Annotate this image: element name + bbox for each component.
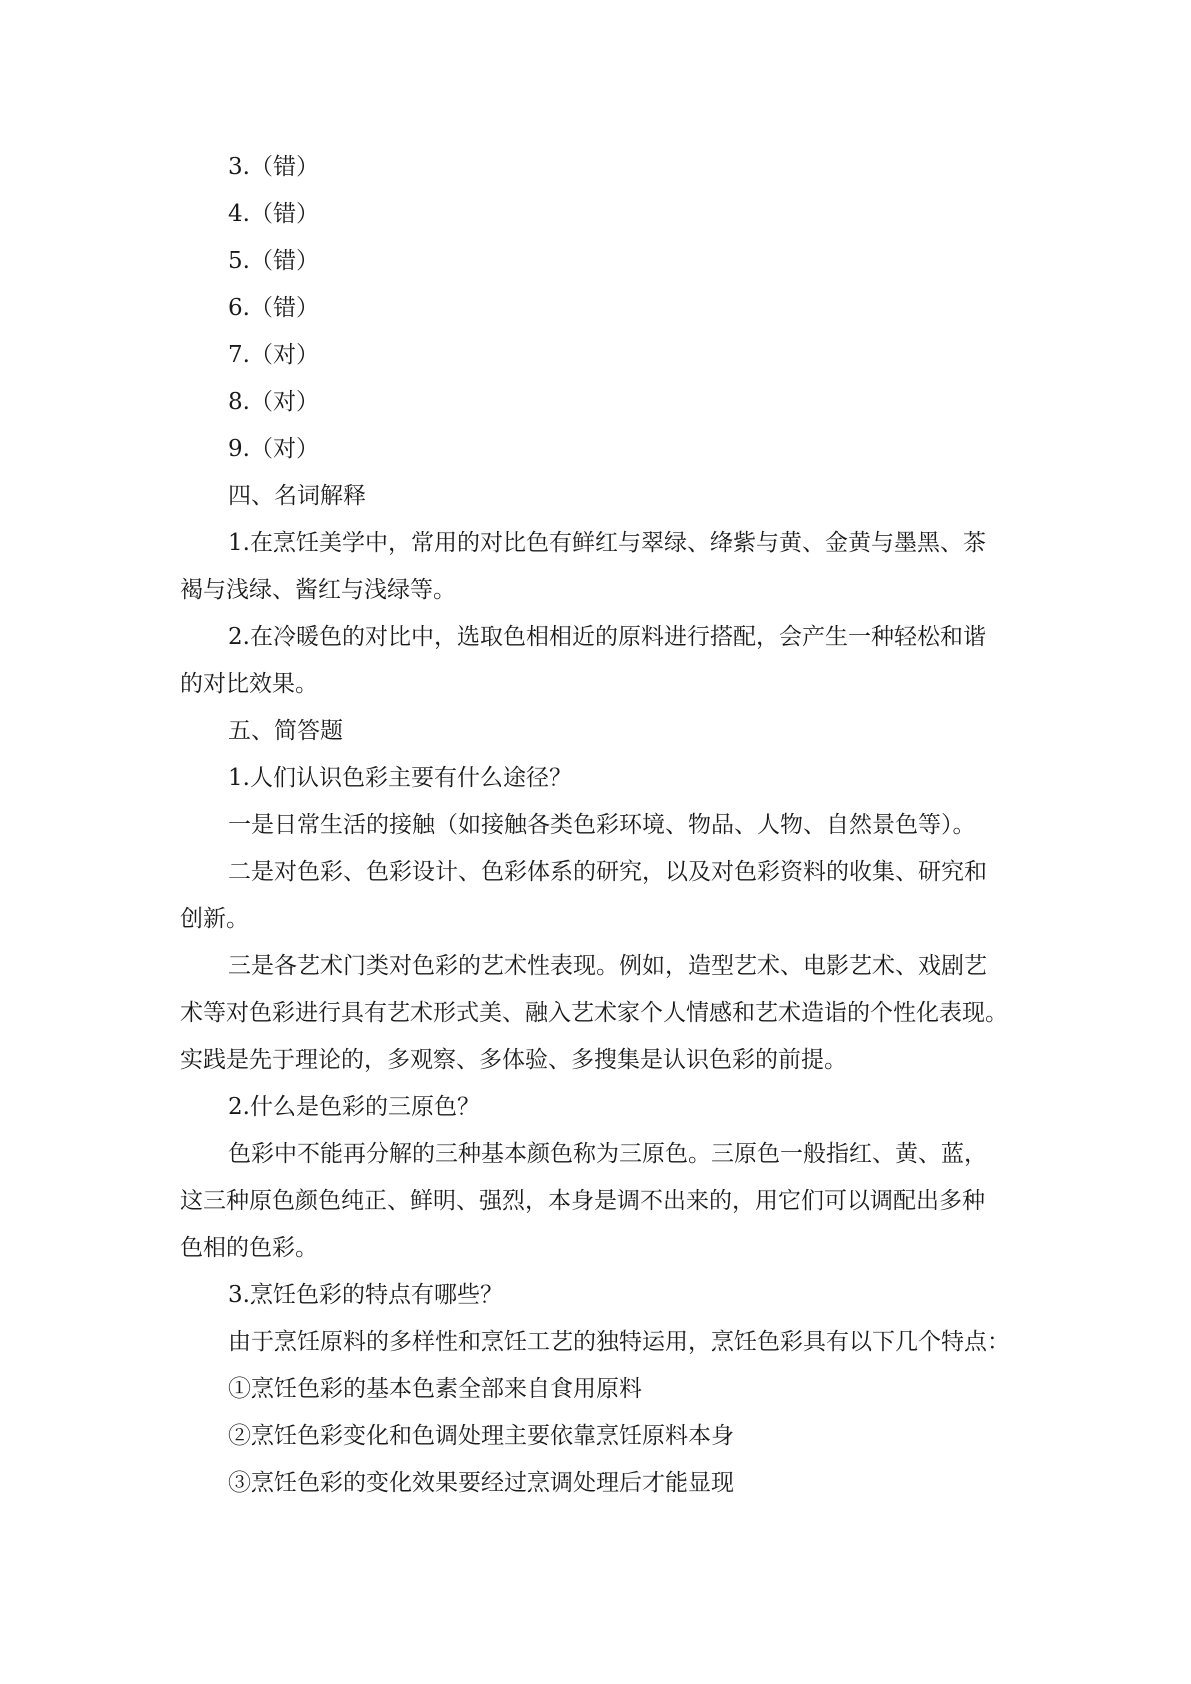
terms-answer-1-line-1: 1.在烹饪美学中，常用的对比色有鲜红与翠绿、绛紫与黄、金黄与墨黑、茶 [228, 530, 986, 556]
q3-point-3: ③烹饪色彩的变化效果要经过烹调处理后才能显现 [228, 1470, 734, 1496]
judgement-answer-3: 3.（错） [228, 154, 319, 180]
q3-answer-intro: 由于烹饪原料的多样性和烹饪工艺的独特运用，烹饪色彩具有以下几个特点： [228, 1329, 1010, 1355]
question-1: 1.人们认识色彩主要有什么途径？ [228, 765, 572, 791]
q1-answer-2-line-2: 创新。 [180, 906, 249, 932]
terms-answer-2-line-2: 的对比效果。 [180, 671, 318, 697]
q3-point-2: ②烹饪色彩变化和色调处理主要依靠烹饪原料本身 [228, 1423, 734, 1449]
q1-answer-2-line-1: 二是对色彩、色彩设计、色彩体系的研究，以及对色彩资料的收集、研究和 [228, 859, 987, 885]
q1-answer-1: 一是日常生活的接触（如接触各类色彩环境、物品、人物、自然景色等）。 [228, 812, 976, 838]
judgement-answer-6: 6.（错） [228, 295, 319, 321]
q1-answer-3-line-3: 实践是先于理论的，多观察、多体验、多搜集是认识色彩的前提。 [180, 1047, 847, 1073]
judgement-answer-4: 4.（错） [228, 201, 319, 227]
terms-answer-1-line-2: 褐与浅绿、酱红与浅绿等。 [180, 577, 456, 603]
terms-answer-2-line-1: 2.在冷暖色的对比中，选取色相相近的原料进行搭配，会产生一种轻松和谐 [228, 624, 986, 650]
judgement-answer-9: 9.（对） [228, 436, 319, 462]
section-heading-terms: 四、名词解释 [228, 483, 366, 509]
q1-answer-3-line-1: 三是各艺术门类对色彩的艺术性表现。例如，造型艺术、电影艺术、戏剧艺 [228, 953, 987, 979]
judgement-answer-5: 5.（错） [228, 248, 319, 274]
q1-answer-3-line-2: 术等对色彩进行具有艺术形式美、融入艺术家个人情感和艺术造诣的个性化表现。 [180, 1000, 1008, 1026]
q2-answer-line-2: 这三种原色颜色纯正、鲜明、强烈，本身是调不出来的，用它们可以调配出多种 [180, 1188, 985, 1214]
q2-answer-line-3: 色相的色彩。 [180, 1235, 318, 1261]
q3-point-1: ①烹饪色彩的基本色素全部来自食用原料 [228, 1376, 642, 1402]
q2-answer-line-1: 色彩中不能再分解的三种基本颜色称为三原色。三原色一般指红、黄、蓝， [228, 1141, 987, 1167]
judgement-answer-8: 8.（对） [228, 389, 319, 415]
question-2: 2.什么是色彩的三原色？ [228, 1094, 480, 1120]
question-3: 3.烹饪色彩的特点有哪些？ [228, 1282, 503, 1308]
judgement-answer-7: 7.（对） [228, 342, 319, 368]
section-heading-short-answer: 五、简答题 [228, 718, 343, 744]
